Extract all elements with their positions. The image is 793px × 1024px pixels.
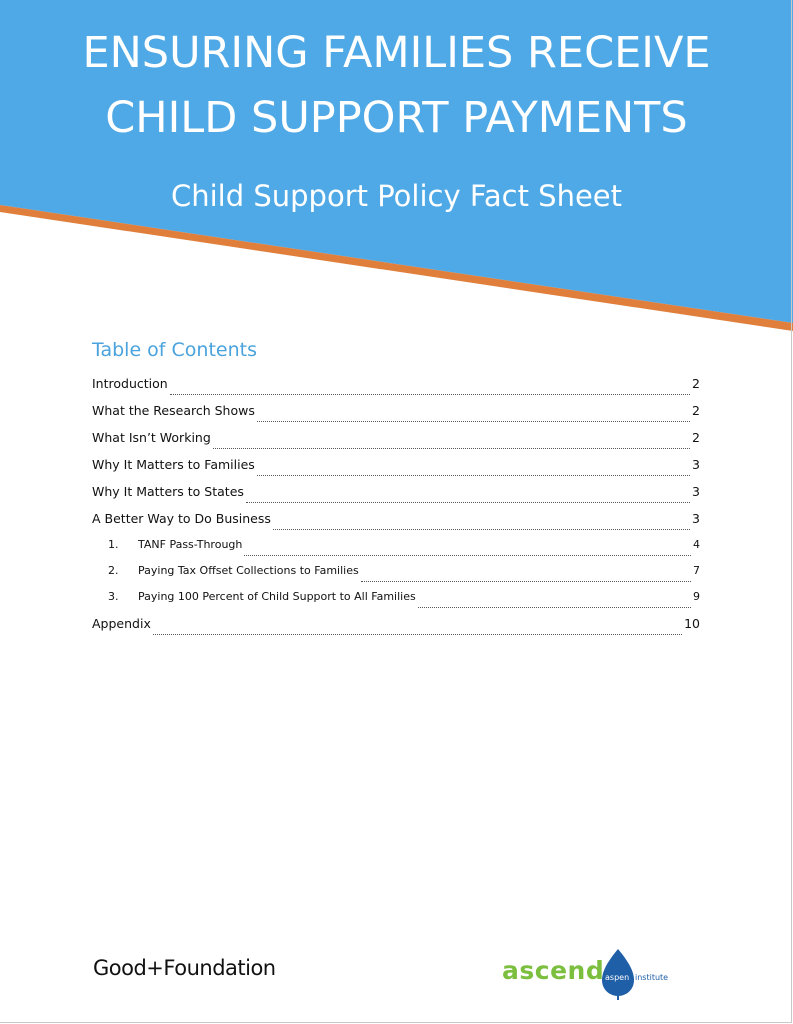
toc-dot-leader [246, 502, 690, 503]
toc-entry-label: TANF Pass-Through [138, 538, 243, 551]
toc-dot-leader [170, 394, 690, 395]
toc-dot-leader [257, 421, 690, 422]
toc-entry[interactable] [92, 457, 700, 484]
toc-entry-page: 9 [693, 590, 700, 603]
toc-entry[interactable] [92, 376, 700, 403]
toc-dot-leader [257, 475, 690, 476]
toc-entry[interactable] [92, 403, 700, 430]
toc-entry-label: A Better Way to Do Business [92, 511, 271, 526]
aspen-word: aspen [605, 973, 630, 982]
title-line-2: CHILD SUPPORT PAYMENTS [105, 93, 688, 143]
toc-entry[interactable] [92, 430, 700, 457]
toc-entry-label: Why It Matters to Families [92, 457, 255, 472]
toc-entry-label: Paying 100 Percent of Child Support to All Families [138, 590, 416, 603]
toc-entry-label: Why It Matters to States [92, 484, 244, 499]
toc-entry-page: 7 [693, 564, 700, 577]
toc-dot-leader [244, 555, 691, 556]
aspen-institute-logo [598, 947, 688, 1001]
toc-entry-page: 3 [692, 484, 700, 499]
toc-entry-number: 1. [108, 538, 119, 551]
toc-dot-leader [213, 448, 690, 449]
toc-entry-page: 3 [692, 511, 700, 526]
ascend-logo-text: ascend [502, 956, 605, 985]
toc-dot-leader [418, 607, 691, 608]
toc-entry-page: 4 [693, 538, 700, 551]
title-line-1: ENSURING FAMILIES RECEIVE [82, 28, 711, 78]
toc-entry-number: 2. [108, 564, 119, 577]
toc-entry-label: What the Research Shows [92, 403, 255, 418]
toc-entry[interactable] [92, 484, 700, 511]
toc-entry[interactable] [92, 590, 700, 616]
toc-entry[interactable] [92, 511, 700, 538]
good-plus-foundation-logo: Good+Foundation [93, 956, 276, 980]
toc-entry-page: 2 [692, 430, 700, 445]
toc-entry[interactable] [92, 564, 700, 590]
toc-entry-page: 2 [692, 403, 700, 418]
toc-entry-label: What Isn’t Working [92, 430, 211, 445]
toc-entry-page: 10 [684, 616, 700, 631]
toc-dot-leader [153, 634, 682, 635]
toc-dot-leader [361, 581, 691, 582]
toc-dot-leader [273, 529, 690, 530]
toc-entry-page: 2 [692, 376, 700, 391]
toc-entry-label: Introduction [92, 376, 168, 391]
toc-entry-page: 3 [692, 457, 700, 472]
subtitle: Child Support Policy Fact Sheet [170, 179, 623, 213]
toc-entry-label: Paying Tax Offset Collections to Families [138, 564, 359, 577]
toc-heading: Table of Contents [92, 339, 257, 361]
toc-entry[interactable] [92, 538, 700, 564]
institute-word: institute [635, 973, 669, 982]
table-of-contents [92, 376, 700, 643]
toc-entry-number: 3. [108, 590, 119, 603]
toc-entry[interactable] [92, 616, 700, 643]
toc-entry-label: Appendix [92, 616, 151, 631]
